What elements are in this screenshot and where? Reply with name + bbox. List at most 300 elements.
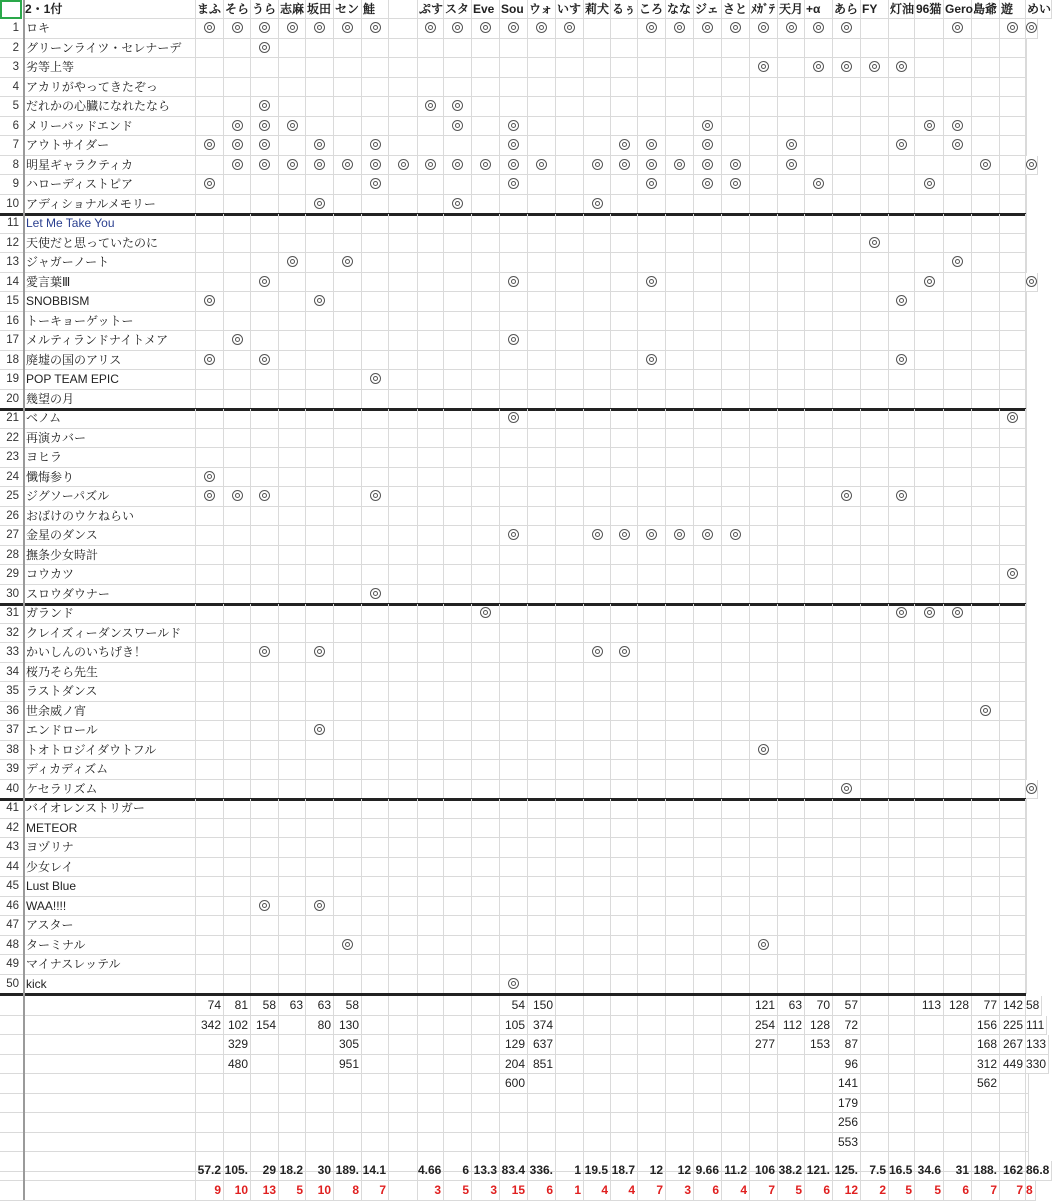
grid-cell[interactable] (861, 702, 889, 722)
grid-cell[interactable] (500, 312, 528, 332)
grid-cell[interactable] (251, 429, 279, 449)
grid-cell[interactable] (500, 643, 528, 663)
grid-cell[interactable] (694, 175, 722, 195)
grid-cell[interactable] (306, 507, 334, 527)
grid-cell[interactable] (611, 409, 638, 429)
grid-cell[interactable] (362, 897, 389, 917)
grid-cell[interactable] (528, 936, 556, 956)
grid-cell[interactable] (472, 331, 500, 351)
grid-cell[interactable] (833, 409, 861, 429)
grid-cell[interactable] (224, 409, 251, 429)
grid-cell[interactable] (694, 409, 722, 429)
grid-cell[interactable] (528, 331, 556, 351)
grid-cell[interactable] (638, 507, 666, 527)
song-title-cell[interactable]: マイナスレッテル (24, 955, 196, 975)
grid-cell[interactable] (750, 507, 778, 527)
grid-cell[interactable] (805, 117, 833, 137)
grid-cell[interactable] (915, 468, 944, 488)
row-number[interactable]: 43 (0, 838, 24, 858)
average-cell[interactable]: 13.3 (472, 1161, 500, 1181)
grid-cell[interactable] (722, 19, 750, 39)
grid-cell[interactable] (334, 370, 362, 390)
row-number[interactable] (0, 1181, 24, 1201)
grid-cell[interactable] (722, 975, 750, 995)
grid-cell[interactable] (196, 819, 224, 839)
grid-cell[interactable] (556, 858, 584, 878)
grid-cell[interactable] (306, 390, 334, 410)
grid-cell[interactable] (666, 448, 694, 468)
number-cell[interactable]: 150 (528, 996, 556, 1016)
number-cell[interactable] (778, 1094, 805, 1114)
grid-cell[interactable] (472, 604, 500, 624)
grid-cell[interactable] (472, 877, 500, 897)
grid-cell[interactable] (306, 448, 334, 468)
grid-cell[interactable] (196, 97, 224, 117)
grid-cell[interactable] (805, 136, 833, 156)
grid-cell[interactable] (196, 156, 224, 176)
grid-cell[interactable] (611, 877, 638, 897)
grid-cell[interactable] (666, 565, 694, 585)
grid-cell[interactable] (1026, 916, 1027, 936)
grid-cell[interactable] (833, 838, 861, 858)
grid-cell[interactable] (389, 819, 418, 839)
grid-cell[interactable] (196, 936, 224, 956)
grid-cell[interactable] (500, 819, 528, 839)
grid-cell[interactable] (750, 624, 778, 644)
grid-cell[interactable] (500, 721, 528, 741)
grid-cell[interactable] (556, 643, 584, 663)
grid-cell[interactable] (224, 838, 251, 858)
grid-cell[interactable] (306, 195, 334, 215)
grid-cell[interactable] (778, 507, 805, 527)
grid-cell[interactable] (334, 585, 362, 605)
grid-cell[interactable] (584, 780, 611, 800)
grid-cell[interactable] (861, 585, 889, 605)
grid-cell[interactable] (362, 19, 389, 39)
grid-cell[interactable] (418, 643, 444, 663)
row-number[interactable]: 50 (0, 975, 24, 995)
grid-cell[interactable] (306, 312, 334, 332)
grid-cell[interactable] (528, 975, 556, 995)
grid-cell[interactable] (861, 780, 889, 800)
grid-cell[interactable] (224, 897, 251, 917)
grid-cell[interactable] (444, 624, 472, 644)
grid-cell[interactable] (500, 292, 528, 312)
grid-cell[interactable] (584, 663, 611, 683)
grid-cell[interactable] (972, 156, 1000, 176)
grid-cell[interactable] (196, 448, 224, 468)
grid-cell[interactable] (306, 468, 334, 488)
grid-cell[interactable] (500, 760, 528, 780)
grid-cell[interactable] (889, 468, 915, 488)
song-title-cell[interactable]: トーキョーゲットー (24, 312, 196, 332)
number-cell[interactable] (778, 1113, 805, 1133)
grid-cell[interactable] (251, 663, 279, 683)
grid-cell[interactable] (1000, 19, 1026, 39)
column-header[interactable]: うら (251, 0, 279, 19)
grid-cell[interactable] (750, 858, 778, 878)
grid-cell[interactable] (915, 19, 944, 39)
grid-cell[interactable] (306, 858, 334, 878)
grid-cell[interactable] (306, 253, 334, 273)
grid-cell[interactable] (472, 175, 500, 195)
grid-cell[interactable] (722, 663, 750, 683)
grid-cell[interactable] (444, 156, 472, 176)
grid-cell[interactable] (279, 682, 306, 702)
grid-cell[interactable] (306, 487, 334, 507)
grid-cell[interactable] (1000, 78, 1026, 98)
grid-cell[interactable] (472, 487, 500, 507)
grid-cell[interactable] (944, 585, 972, 605)
grid-cell[interactable] (1000, 760, 1026, 780)
grid-cell[interactable] (224, 487, 251, 507)
row-number[interactable]: 12 (0, 234, 24, 254)
grid-cell[interactable] (1000, 448, 1026, 468)
number-cell[interactable]: 254 (750, 1016, 778, 1036)
grid-cell[interactable] (362, 702, 389, 722)
grid-cell[interactable] (1026, 156, 1038, 176)
grid-cell[interactable] (805, 58, 833, 78)
grid-cell[interactable] (1000, 975, 1026, 995)
grid-cell[interactable] (500, 897, 528, 917)
grid-cell[interactable] (251, 507, 279, 527)
grid-cell[interactable] (1026, 702, 1027, 722)
grid-cell[interactable] (666, 370, 694, 390)
grid-cell[interactable] (418, 780, 444, 800)
grid-cell[interactable] (1026, 741, 1027, 761)
number-cell[interactable] (972, 1094, 1000, 1114)
grid-cell[interactable] (694, 234, 722, 254)
grid-cell[interactable] (584, 136, 611, 156)
number-cell[interactable] (889, 1074, 915, 1094)
grid-cell[interactable] (251, 877, 279, 897)
grid-cell[interactable] (611, 838, 638, 858)
song-title-cell[interactable]: おばけのウケねらい (24, 507, 196, 527)
grid-cell[interactable] (694, 604, 722, 624)
grid-cell[interactable] (722, 838, 750, 858)
grid-cell[interactable] (611, 58, 638, 78)
average-cell[interactable]: 34.6 (915, 1161, 944, 1181)
grid-cell[interactable] (972, 136, 1000, 156)
grid-cell[interactable] (500, 214, 528, 234)
grid-cell[interactable] (750, 663, 778, 683)
grid-cell[interactable] (472, 507, 500, 527)
grid-cell[interactable] (389, 507, 418, 527)
grid-cell[interactable] (972, 897, 1000, 917)
grid-cell[interactable] (722, 409, 750, 429)
average-cell[interactable]: 19.5 (584, 1161, 611, 1181)
grid-cell[interactable] (944, 234, 972, 254)
grid-cell[interactable] (805, 760, 833, 780)
grid-cell[interactable] (915, 799, 944, 819)
grid-cell[interactable] (1026, 292, 1027, 312)
grid-cell[interactable] (666, 175, 694, 195)
average-cell[interactable]: 29 (251, 1161, 279, 1181)
number-cell[interactable] (334, 1133, 362, 1153)
grid-cell[interactable] (666, 799, 694, 819)
grid-cell[interactable] (528, 468, 556, 488)
grid-cell[interactable] (750, 721, 778, 741)
grid-cell[interactable] (418, 331, 444, 351)
grid-cell[interactable] (418, 858, 444, 878)
grid-cell[interactable] (722, 253, 750, 273)
number-cell[interactable]: 562 (972, 1074, 1000, 1094)
grid-cell[interactable] (611, 624, 638, 644)
grid-cell[interactable] (805, 877, 833, 897)
grid-cell[interactable] (694, 214, 722, 234)
grid-cell[interactable] (584, 682, 611, 702)
grid-cell[interactable] (444, 292, 472, 312)
grid-cell[interactable] (833, 136, 861, 156)
grid-cell[interactable] (362, 799, 389, 819)
grid-cell[interactable] (556, 234, 584, 254)
row-number[interactable]: 45 (0, 877, 24, 897)
number-cell[interactable] (944, 1133, 972, 1153)
grid-cell[interactable] (334, 702, 362, 722)
grid-cell[interactable] (472, 916, 500, 936)
grid-cell[interactable] (889, 526, 915, 546)
grid-cell[interactable] (1026, 624, 1027, 644)
row-number[interactable]: 21 (0, 409, 24, 429)
grid-cell[interactable] (638, 760, 666, 780)
grid-cell[interactable] (389, 58, 418, 78)
empty-cell[interactable] (24, 1161, 196, 1181)
row-number[interactable]: 31 (0, 604, 24, 624)
grid-cell[interactable] (1026, 682, 1027, 702)
grid-cell[interactable] (778, 214, 805, 234)
grid-cell[interactable] (750, 390, 778, 410)
grid-cell[interactable] (1000, 234, 1026, 254)
grid-cell[interactable] (556, 916, 584, 936)
grid-cell[interactable] (666, 702, 694, 722)
grid-cell[interactable] (279, 780, 306, 800)
grid-cell[interactable] (472, 741, 500, 761)
grid-cell[interactable] (500, 799, 528, 819)
grid-cell[interactable] (224, 936, 251, 956)
grid-cell[interactable] (196, 39, 224, 59)
song-title-cell[interactable]: アカリがやってきたぞっ (24, 78, 196, 98)
grid-cell[interactable] (251, 292, 279, 312)
grid-cell[interactable] (196, 780, 224, 800)
row-number[interactable]: 25 (0, 487, 24, 507)
grid-cell[interactable] (334, 234, 362, 254)
grid-cell[interactable] (638, 351, 666, 371)
grid-cell[interactable] (279, 624, 306, 644)
grid-cell[interactable] (750, 682, 778, 702)
grid-cell[interactable] (915, 214, 944, 234)
grid-cell[interactable] (334, 643, 362, 663)
grid-cell[interactable] (584, 721, 611, 741)
grid-cell[interactable] (1000, 331, 1026, 351)
grid-cell[interactable] (1026, 117, 1027, 137)
grid-cell[interactable] (694, 487, 722, 507)
grid-cell[interactable] (750, 234, 778, 254)
grid-cell[interactable] (362, 136, 389, 156)
number-cell[interactable] (472, 1035, 500, 1055)
grid-cell[interactable] (666, 507, 694, 527)
number-cell[interactable] (279, 1074, 306, 1094)
grid-cell[interactable] (611, 448, 638, 468)
grid-cell[interactable] (224, 331, 251, 351)
grid-cell[interactable] (915, 682, 944, 702)
column-header[interactable]: ﾒｶﾞﾃ (750, 0, 778, 19)
grid-cell[interactable] (584, 585, 611, 605)
grid-cell[interactable] (722, 487, 750, 507)
grid-cell[interactable] (611, 585, 638, 605)
grid-cell[interactable] (750, 253, 778, 273)
grid-cell[interactable] (224, 760, 251, 780)
song-title-cell[interactable]: 愛言葉Ⅲ (24, 273, 196, 293)
grid-cell[interactable] (833, 370, 861, 390)
grid-cell[interactable] (638, 936, 666, 956)
sheet-title-cell[interactable]: 2・1付 (24, 0, 196, 19)
grid-cell[interactable] (500, 390, 528, 410)
grid-cell[interactable] (584, 156, 611, 176)
grid-cell[interactable] (279, 565, 306, 585)
grid-cell[interactable] (666, 585, 694, 605)
grid-cell[interactable] (251, 702, 279, 722)
number-cell[interactable] (638, 996, 666, 1016)
grid-cell[interactable] (694, 526, 722, 546)
column-header[interactable]: ウォ (528, 0, 556, 19)
grid-cell[interactable] (1026, 799, 1027, 819)
grid-cell[interactable] (389, 838, 418, 858)
grid-cell[interactable] (279, 175, 306, 195)
grid-cell[interactable] (584, 624, 611, 644)
grid-cell[interactable] (306, 721, 334, 741)
number-cell[interactable]: 111 (1026, 1016, 1047, 1036)
grid-cell[interactable] (528, 156, 556, 176)
number-cell[interactable]: 141 (833, 1074, 861, 1094)
grid-cell[interactable] (1000, 351, 1026, 371)
grid-cell[interactable] (584, 858, 611, 878)
grid-cell[interactable] (334, 507, 362, 527)
number-cell[interactable] (889, 1016, 915, 1036)
grid-cell[interactable] (444, 975, 472, 995)
grid-cell[interactable] (196, 702, 224, 722)
grid-cell[interactable] (196, 897, 224, 917)
grid-cell[interactable] (224, 643, 251, 663)
grid-cell[interactable] (500, 370, 528, 390)
grid-cell[interactable] (500, 156, 528, 176)
grid-cell[interactable] (389, 468, 418, 488)
number-cell[interactable] (944, 1016, 972, 1036)
grid-cell[interactable] (196, 799, 224, 819)
grid-cell[interactable] (279, 897, 306, 917)
grid-cell[interactable] (694, 780, 722, 800)
number-cell[interactable]: 58 (334, 996, 362, 1016)
grid-cell[interactable] (611, 390, 638, 410)
grid-cell[interactable] (472, 292, 500, 312)
row-number[interactable]: 14 (0, 273, 24, 293)
row-number[interactable]: 39 (0, 760, 24, 780)
grid-cell[interactable] (584, 195, 611, 215)
grid-cell[interactable] (500, 604, 528, 624)
grid-cell[interactable] (889, 760, 915, 780)
grid-cell[interactable] (334, 760, 362, 780)
column-header[interactable]: Gero (944, 0, 972, 19)
grid-cell[interactable] (389, 273, 418, 293)
grid-cell[interactable] (694, 916, 722, 936)
number-cell[interactable] (915, 1094, 944, 1114)
grid-cell[interactable] (389, 331, 418, 351)
grid-cell[interactable] (251, 156, 279, 176)
grid-cell[interactable] (861, 351, 889, 371)
grid-cell[interactable] (889, 273, 915, 293)
average-cell[interactable]: 86.8 (1026, 1161, 1052, 1181)
grid-cell[interactable] (224, 39, 251, 59)
grid-cell[interactable] (528, 214, 556, 234)
grid-cell[interactable] (611, 780, 638, 800)
grid-cell[interactable] (528, 409, 556, 429)
grid-cell[interactable] (444, 819, 472, 839)
count-cell[interactable]: 6 (694, 1181, 722, 1201)
grid-cell[interactable] (334, 487, 362, 507)
number-cell[interactable] (722, 1094, 750, 1114)
grid-cell[interactable] (778, 117, 805, 137)
number-cell[interactable] (638, 1133, 666, 1153)
number-cell[interactable] (805, 1074, 833, 1094)
column-header[interactable] (389, 0, 418, 19)
grid-cell[interactable] (972, 702, 1000, 722)
grid-cell[interactable] (944, 526, 972, 546)
average-cell[interactable]: 18.2 (279, 1161, 306, 1181)
grid-cell[interactable] (334, 877, 362, 897)
grid-cell[interactable] (196, 955, 224, 975)
grid-cell[interactable] (279, 702, 306, 722)
song-title-cell[interactable]: SNOBBISM (24, 292, 196, 312)
grid-cell[interactable] (251, 448, 279, 468)
grid-cell[interactable] (833, 877, 861, 897)
grid-cell[interactable] (1026, 897, 1027, 917)
grid-cell[interactable] (1026, 351, 1027, 371)
grid-cell[interactable] (418, 253, 444, 273)
grid-cell[interactable] (224, 195, 251, 215)
average-cell[interactable]: 105. (224, 1161, 251, 1181)
grid-cell[interactable] (334, 214, 362, 234)
grid-cell[interactable] (389, 936, 418, 956)
grid-cell[interactable] (306, 546, 334, 566)
average-cell[interactable]: 4.66 (418, 1161, 444, 1181)
grid-cell[interactable] (584, 351, 611, 371)
grid-cell[interactable] (1000, 682, 1026, 702)
grid-cell[interactable] (418, 234, 444, 254)
grid-cell[interactable] (306, 78, 334, 98)
grid-cell[interactable] (611, 195, 638, 215)
grid-cell[interactable] (1026, 390, 1027, 410)
number-cell[interactable] (944, 1055, 972, 1075)
grid-cell[interactable] (972, 858, 1000, 878)
grid-cell[interactable] (666, 292, 694, 312)
grid-cell[interactable] (584, 253, 611, 273)
number-cell[interactable] (694, 1113, 722, 1133)
grid-cell[interactable] (805, 409, 833, 429)
grid-cell[interactable] (638, 448, 666, 468)
row-number[interactable]: 40 (0, 780, 24, 800)
grid-cell[interactable] (584, 331, 611, 351)
number-cell[interactable] (418, 1074, 444, 1094)
grid-cell[interactable] (638, 858, 666, 878)
grid-cell[interactable] (638, 370, 666, 390)
number-cell[interactable] (389, 1133, 418, 1153)
grid-cell[interactable] (778, 643, 805, 663)
grid-cell[interactable] (224, 721, 251, 741)
number-cell[interactable] (334, 1094, 362, 1114)
number-cell[interactable] (196, 1094, 224, 1114)
grid-cell[interactable] (251, 468, 279, 488)
number-cell[interactable] (224, 1113, 251, 1133)
grid-cell[interactable] (638, 175, 666, 195)
